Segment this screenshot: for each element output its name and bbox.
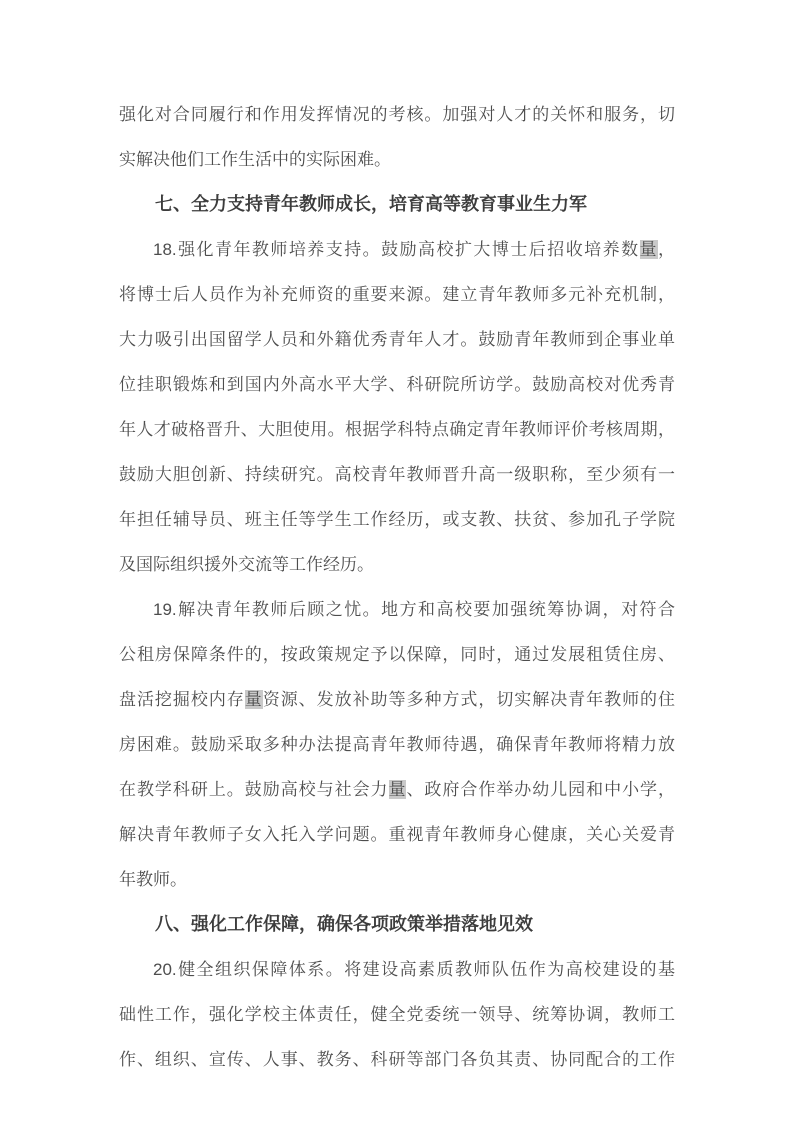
text-line: 房困难。鼓励采取多种办法提高青年教师待遇，确保青年教师将精力放 xyxy=(119,735,675,754)
text-line: 年担任辅导员、班主任等学生工作经历，或支教、扶贫、参加孔子学院 xyxy=(119,510,675,529)
text-line: 八、强化工作保障，确保各项政策举措落地见效 xyxy=(155,914,533,934)
text-line: 位挂职锻炼和到国内外高水平大学、科研院所访学。鼓励高校对优秀青 xyxy=(119,375,675,394)
find-highlight: 量 xyxy=(639,240,659,259)
text-line: 解决青年教师子女入托入学问题。重视青年教师身心健康，关心关爱青 xyxy=(119,825,675,844)
text-line: 19.解决青年教师后顾之忧。地方和高校要加强统筹协调，对符合 xyxy=(153,600,675,619)
para-17-continuation xyxy=(119,92,675,182)
text-line: 实解决他们工作生活中的实际困难。 xyxy=(119,150,391,169)
text-line: 在教学科研上。鼓励高校与社会力量、政府合作举办幼儿园和中小学， xyxy=(119,780,675,799)
text-line: 鼓励大胆创新、持续研究。高校青年教师晋升高一级职称，至少须有一 xyxy=(119,465,675,484)
para-20 xyxy=(119,947,675,1082)
text-line: 年教师。 xyxy=(119,870,187,889)
text-line: 盘活挖掘校内存量资源、发放补助等多种方式，切实解决青年教师的住 xyxy=(119,690,675,709)
find-highlight: 量 xyxy=(388,780,407,799)
heading-section-8 xyxy=(119,902,675,947)
heading-section-7 xyxy=(119,182,675,227)
text-line: 将博士后人员作为补充师资的重要来源。建立青年教师多元补充机制， xyxy=(119,285,675,304)
text-line: 础性工作，强化学校主体责任，健全党委统一领导、统筹协调，教师工 xyxy=(119,1005,675,1024)
text-line: 强化对合同履行和作用发挥情况的考核。加强对人才的关怀和服务，切 xyxy=(119,105,675,124)
text-line: 18.强化青年教师培养支持。鼓励高校扩大博士后招收培养数量， xyxy=(153,240,675,259)
text-line: 及国际组织援外交流等工作经历。 xyxy=(119,555,374,574)
text-line: 七、全力支持青年教师成长，培育高等教育事业生力军 xyxy=(155,194,587,214)
text-line: 20.健全组织保障体系。将建设高素质教师队伍作为高校建设的基 xyxy=(153,960,675,979)
para-19 xyxy=(119,587,675,902)
text-line: 年人才破格晋升、大胆使用。根据学科特点确定青年教师评价考核周期， xyxy=(119,420,675,439)
para-18 xyxy=(119,227,675,587)
document-page xyxy=(119,0,675,1082)
find-highlight: 量 xyxy=(244,690,263,709)
text-line: 公租房保障条件的，按政策规定予以保障，同时，通过发展租赁住房、 xyxy=(119,645,675,664)
text-line: 大力吸引出国留学人员和外籍优秀青年人才。鼓励青年教师到企事业单 xyxy=(119,330,675,349)
text-line: 作、组织、宣传、人事、教务、科研等部门各负其责、协同配合的工作 xyxy=(119,1050,675,1069)
